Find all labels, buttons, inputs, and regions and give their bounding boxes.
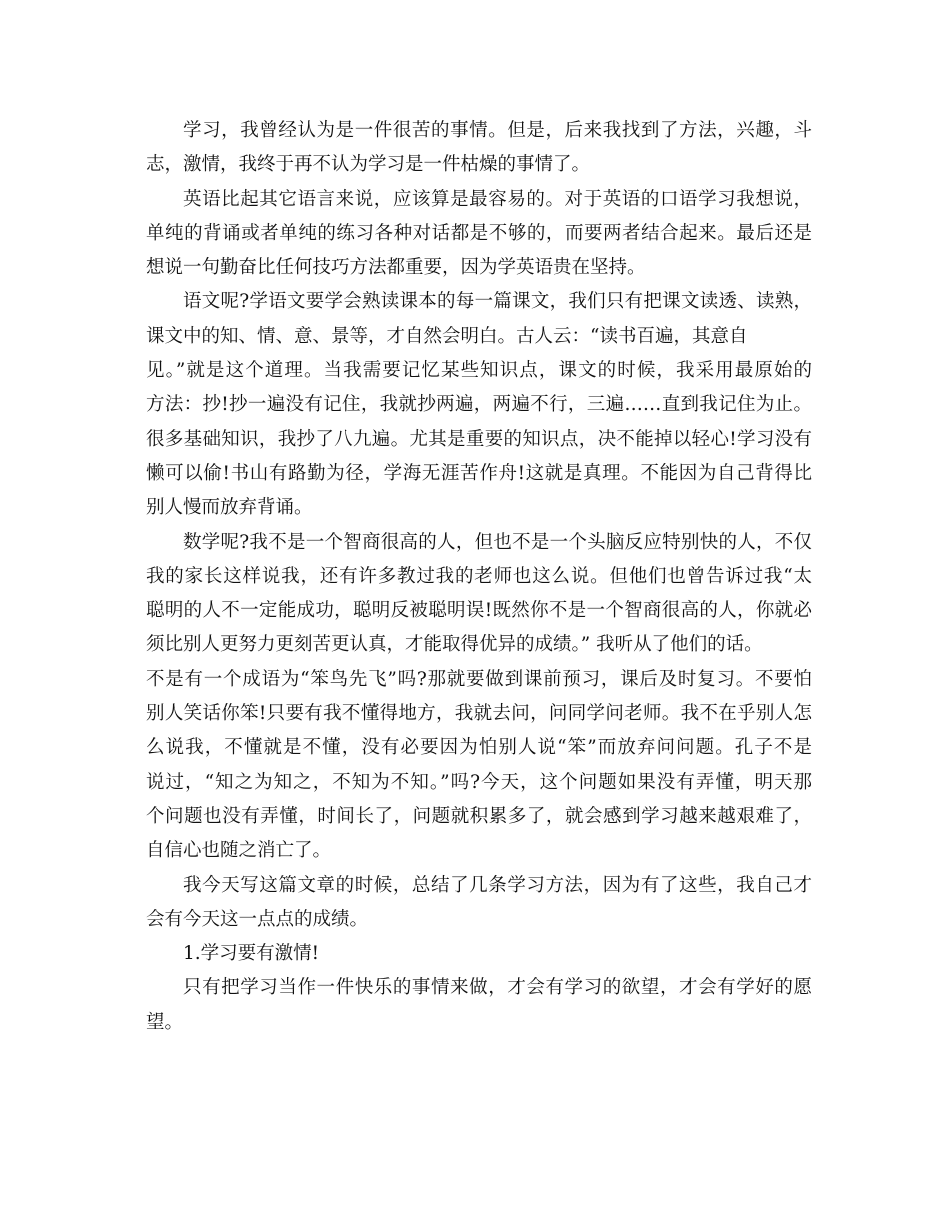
text-line: 自信心也随之消亡了。	[146, 840, 332, 862]
text-line: 别人笑话你笨!只要有我不懂得地方，我就去问，问同学问老师。我不在乎别人怎	[146, 703, 812, 725]
text-line: 语文呢?学语文要学会熟读课本的每一篇课文，我们只有把课文读透、读熟，	[183, 291, 812, 313]
text-line: 么说我，不懂就是不懂，没有必要因为怕别人说“笨”而放弃问问题。孔子不是	[146, 737, 812, 759]
text-line: 说过，“知之为知之，不知为不知。”吗?今天，这个问题如果没有弄懂，明天那	[146, 771, 812, 793]
text-line: 别人慢而放弃背诵。	[146, 497, 313, 519]
text-line: 聪明的人不一定能成功，聪明反被聪明误!既然你不是一个智商很高的人，你就必	[146, 600, 812, 622]
text-line: 英语比起其它语言来说，应该算是最容易的。对于英语的口语学习我想说，	[183, 188, 812, 210]
text-line: 见。”就是这个道理。当我需要记忆某些知识点，课文的时候，我采用最原始的	[146, 360, 812, 382]
text-line: 方法：抄!抄一遍没有记住，我就抄两遍，两遍不行，三遍……直到我记住为止。	[146, 394, 812, 416]
text-line: 不是有一个成语为“笨鸟先飞”吗?那就要做到课前预习，课后及时复习。不要怕	[146, 668, 812, 690]
document-body	[146, 114, 812, 1040]
text-line: 很多基础知识，我抄了八九遍。尤其是重要的知识点，决不能掉以轻心!学习没有	[146, 428, 812, 450]
text-line: 我今天写这篇文章的时候，总结了几条学习方法，因为有了这些，我自己才	[183, 874, 812, 896]
text-line: 望。	[146, 1011, 184, 1033]
text-line: 会有今天这一点点的成绩。	[146, 908, 369, 930]
text-line: 想说一句勤奋比任何技巧方法都重要，因为学英语贵在坚持。	[146, 257, 646, 279]
text-line: 个问题也没有弄懂，时间长了，问题就积累多了，就会感到学习越来越艰难了，	[146, 805, 812, 827]
text-line: 须比别人更努力更刻苦更认真，才能取得优异的成绩。” 我听从了他们的话。	[146, 634, 763, 656]
text-line: 1.学习要有激情!	[183, 943, 320, 965]
text-line: 单纯的背诵或者单纯的练习各种对话都是不够的，而要两者结合起来。最后还是	[146, 222, 812, 244]
text-line: 只有把学习当作一件快乐的事情来做，才会有学习的欲望，才会有学好的愿	[183, 977, 812, 999]
text-line: 志，激情，我终于再不认为学习是一件枯燥的事情了。	[146, 154, 591, 176]
text-line: 懒可以偷!书山有路勤为径，学海无涯苦作舟!这就是真理。不能因为自己背得比	[146, 462, 812, 484]
text-line: 我的家长这样说我，还有许多教过我的老师也这么说。但他们也曾告诉过我“太	[146, 565, 812, 587]
text-line: 数学呢?我不是一个智商很高的人，但也不是一个头脑反应特别快的人，不仅	[183, 531, 812, 553]
text-line: 学习，我曾经认为是一件很苦的事情。但是，后来我找到了方法，兴趣，斗	[183, 120, 812, 141]
text-line: 课文中的知、情、意、景等，才自然会明白。古人云：“读书百遍，其意自	[146, 325, 748, 347]
